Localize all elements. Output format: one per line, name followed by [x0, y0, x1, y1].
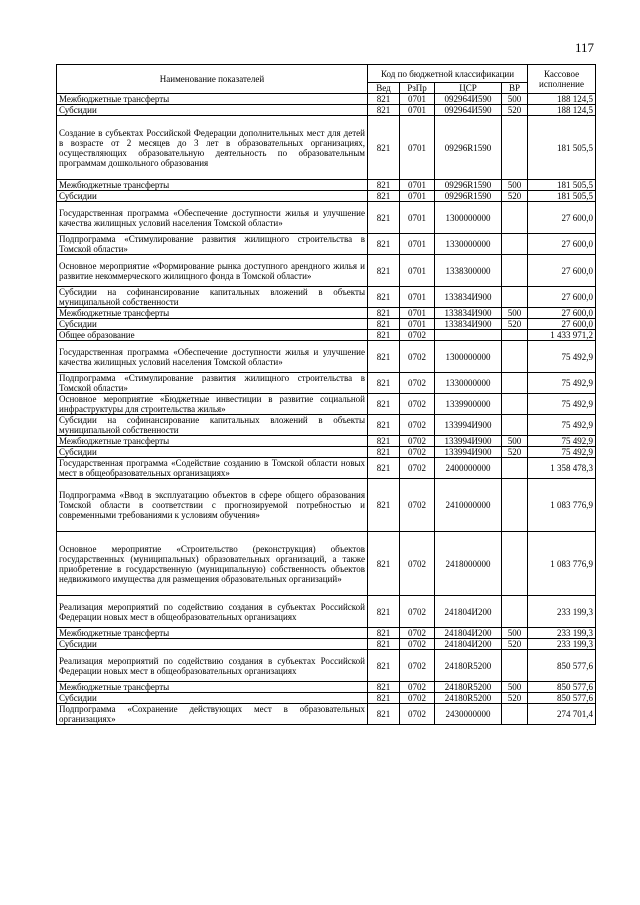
budget-execution-table	[56, 64, 596, 725]
row-vr: 520	[502, 639, 528, 650]
row-ved: 821	[368, 191, 400, 202]
row-rzpr: 0701	[400, 116, 435, 180]
row-vr: 500	[502, 628, 528, 639]
header-rzpr: РзПр	[400, 83, 435, 94]
row-rzpr: 0702	[400, 330, 435, 341]
row-name: Подпрограмма «Ввод в эксплуатацию объектов в сфере общего образования Томской области в соответствии с прогнозируемой потребностью и современными требованиями к условиям обучения»	[57, 479, 368, 532]
table-row	[57, 436, 596, 447]
row-ved: 821	[368, 628, 400, 639]
row-name: Реализация мероприятий по содействию создания в субъектах Российской Федерации новых мест в общеобразовательных организациях	[57, 650, 368, 682]
row-rzpr: 0702	[400, 596, 435, 628]
row-vr: 500	[502, 308, 528, 319]
row-name: Реализация мероприятий по содействию создания в субъектах Российской Федерации новых мест в общеобразовательных организациях	[57, 596, 368, 628]
row-name: Создание в субъектах Российской Федерации дополнительных мест для детей в возрасте от 2 месяцев до 3 лет в образовательных организациях, осуществляющих образовательную деятельность по образовательным программам дошкольного образования	[57, 116, 368, 180]
row-ved: 821	[368, 234, 400, 255]
table-row	[57, 341, 596, 373]
row-csr: 133834И900	[435, 287, 502, 308]
row-amount: 850 577,6	[528, 682, 596, 693]
row-amount: 188 124,5	[528, 105, 596, 116]
row-name: Межбюджетные трансферты	[57, 628, 368, 639]
row-ved: 821	[368, 479, 400, 532]
row-amount: 27 600,0	[528, 287, 596, 308]
row-name: Субсидии	[57, 693, 368, 704]
row-vr	[502, 650, 528, 682]
table-row	[57, 650, 596, 682]
row-ved: 821	[368, 532, 400, 596]
row-amount: 27 600,0	[528, 255, 596, 287]
row-ved: 821	[368, 287, 400, 308]
table-row	[57, 704, 596, 725]
row-amount: 27 600,0	[528, 234, 596, 255]
header-name: Наименование показателей	[57, 65, 368, 94]
row-rzpr: 0702	[400, 650, 435, 682]
row-csr: 2430000000	[435, 704, 502, 725]
row-vr: 500	[502, 180, 528, 191]
row-rzpr: 0701	[400, 94, 435, 105]
row-name: Основное мероприятие «Бюджетные инвестиции в развитие социальной инфраструктуры для строительства жилья»	[57, 394, 368, 415]
row-ved: 821	[368, 373, 400, 394]
row-rzpr: 0702	[400, 479, 435, 532]
header-amount: Кассовое исполнение	[528, 65, 596, 94]
row-csr	[435, 330, 502, 341]
header-code-group: Код по бюджетной классификации	[368, 65, 528, 83]
row-amount: 75 492,9	[528, 447, 596, 458]
row-ved: 821	[368, 116, 400, 180]
row-name: Подпрограмма «Сохранение действующих мест в образовательных организациях»	[57, 704, 368, 725]
row-csr: 24180R5200	[435, 682, 502, 693]
row-name: Межбюджетные трансферты	[57, 308, 368, 319]
row-name: Подпрограмма «Стимулирование развития жилищного строительства в Томской области»	[57, 373, 368, 394]
row-vr	[502, 373, 528, 394]
table-row	[57, 202, 596, 234]
row-name: Субсидии	[57, 319, 368, 330]
row-csr: 09296R1590	[435, 116, 502, 180]
row-rzpr: 0702	[400, 682, 435, 693]
row-ved: 821	[368, 639, 400, 650]
row-name: Государственная программа «Обеспечение доступности жилья и улучшение качества жилищных условий населения Томской области»	[57, 202, 368, 234]
row-rzpr: 0702	[400, 458, 435, 479]
row-vr	[502, 415, 528, 436]
row-name: Межбюджетные трансферты	[57, 180, 368, 191]
row-csr: 2418000000	[435, 532, 502, 596]
header-vr: ВР	[502, 83, 528, 94]
row-csr: 09296R1590	[435, 191, 502, 202]
row-csr: 133994И900	[435, 415, 502, 436]
row-vr: 500	[502, 436, 528, 447]
row-ved: 821	[368, 319, 400, 330]
row-name: Субсидии	[57, 105, 368, 116]
row-rzpr: 0702	[400, 447, 435, 458]
row-name: Общее образование	[57, 330, 368, 341]
row-csr: 1330000000	[435, 373, 502, 394]
row-name: Субсидии	[57, 639, 368, 650]
row-csr: 2400000000	[435, 458, 502, 479]
row-amount: 27 600,0	[528, 308, 596, 319]
row-amount: 27 600,0	[528, 319, 596, 330]
row-ved: 821	[368, 596, 400, 628]
row-ved: 821	[368, 94, 400, 105]
row-ved: 821	[368, 682, 400, 693]
row-name: Основное мероприятие «Строительство (реконструкция) объектов государственных (муниципальных) образовательных организаций, а также приобретение в государственную (муниципальную) собственность объектов недвижимого имущества для размещения образовательных организаций»	[57, 532, 368, 596]
row-csr: 1338300000	[435, 255, 502, 287]
row-csr: 24180R5200	[435, 650, 502, 682]
row-rzpr: 0702	[400, 341, 435, 373]
table-row	[57, 479, 596, 532]
row-csr: 241804И200	[435, 639, 502, 650]
row-vr: 520	[502, 447, 528, 458]
table-row	[57, 639, 596, 650]
row-csr: 2410000000	[435, 479, 502, 532]
row-rzpr: 0702	[400, 693, 435, 704]
row-ved: 821	[368, 650, 400, 682]
row-vr	[502, 596, 528, 628]
row-rzpr: 0701	[400, 255, 435, 287]
row-csr: 1339900000	[435, 394, 502, 415]
row-name: Субсидии на софинансирование капитальных вложений в объекты муниципальной собственности	[57, 415, 368, 436]
row-amount: 75 492,9	[528, 436, 596, 447]
row-amount: 233 199,3	[528, 628, 596, 639]
row-amount: 181 505,5	[528, 180, 596, 191]
row-name: Государственная программа «Содействие созданию в Томской области новых мест в общеобразовательных организациях»	[57, 458, 368, 479]
row-amount: 233 199,3	[528, 639, 596, 650]
row-vr	[502, 330, 528, 341]
row-csr: 133834И900	[435, 319, 502, 330]
table-body	[57, 94, 596, 725]
table-row	[57, 596, 596, 628]
row-amount: 850 577,6	[528, 693, 596, 704]
row-amount: 27 600,0	[528, 202, 596, 234]
header-csr: ЦСР	[435, 83, 502, 94]
row-rzpr: 0702	[400, 628, 435, 639]
row-csr: 133834И900	[435, 308, 502, 319]
table-row	[57, 308, 596, 319]
row-vr	[502, 532, 528, 596]
row-rzpr: 0701	[400, 191, 435, 202]
row-vr: 500	[502, 682, 528, 693]
row-csr: 092964И590	[435, 105, 502, 116]
row-ved: 821	[368, 394, 400, 415]
table-row	[57, 180, 596, 191]
row-csr: 133994И900	[435, 436, 502, 447]
table-row	[57, 532, 596, 596]
row-vr	[502, 704, 528, 725]
row-vr: 520	[502, 191, 528, 202]
row-csr: 24180R5200	[435, 693, 502, 704]
row-amount: 1 433 971,2	[528, 330, 596, 341]
row-ved: 821	[368, 447, 400, 458]
row-amount: 233 199,3	[528, 596, 596, 628]
row-name: Межбюджетные трансферты	[57, 682, 368, 693]
row-rzpr: 0702	[400, 704, 435, 725]
table-row	[57, 415, 596, 436]
table-row	[57, 287, 596, 308]
row-amount: 181 505,5	[528, 116, 596, 180]
row-ved: 821	[368, 308, 400, 319]
row-rzpr: 0702	[400, 394, 435, 415]
row-ved: 821	[368, 330, 400, 341]
row-rzpr: 0702	[400, 639, 435, 650]
row-ved: 821	[368, 704, 400, 725]
row-amount: 1 083 776,9	[528, 479, 596, 532]
row-ved: 821	[368, 436, 400, 447]
row-rzpr: 0701	[400, 180, 435, 191]
table-row	[57, 447, 596, 458]
table-row	[57, 191, 596, 202]
row-name: Субсидии	[57, 191, 368, 202]
table-row	[57, 373, 596, 394]
row-ved: 821	[368, 105, 400, 116]
row-vr	[502, 202, 528, 234]
row-csr: 092964И590	[435, 94, 502, 105]
row-ved: 821	[368, 693, 400, 704]
row-csr: 133994И900	[435, 447, 502, 458]
row-amount: 274 701,4	[528, 704, 596, 725]
row-rzpr: 0702	[400, 415, 435, 436]
row-name: Межбюджетные трансферты	[57, 94, 368, 105]
row-vr	[502, 394, 528, 415]
row-vr: 520	[502, 319, 528, 330]
table-row	[57, 94, 596, 105]
row-csr: 241804И200	[435, 596, 502, 628]
row-amount: 75 492,9	[528, 415, 596, 436]
row-amount: 188 124,5	[528, 94, 596, 105]
row-rzpr: 0702	[400, 532, 435, 596]
row-vr	[502, 458, 528, 479]
row-rzpr: 0701	[400, 319, 435, 330]
row-vr	[502, 234, 528, 255]
row-rzpr: 0701	[400, 287, 435, 308]
row-name: Основное мероприятие «Формирование рынка доступного арендного жилья и развитие некоммерческого жилищного фонда в Томской области»	[57, 255, 368, 287]
row-vr	[502, 255, 528, 287]
row-vr: 500	[502, 94, 528, 105]
table-row	[57, 319, 596, 330]
table-row	[57, 458, 596, 479]
row-name: Субсидии на софинансирование капитальных вложений в объекты муниципальной собственности	[57, 287, 368, 308]
row-name: Подпрограмма «Стимулирование развития жилищного строительства в Томской области»	[57, 234, 368, 255]
row-ved: 821	[368, 415, 400, 436]
row-vr	[502, 341, 528, 373]
row-name: Субсидии	[57, 447, 368, 458]
row-amount: 75 492,9	[528, 341, 596, 373]
row-rzpr: 0702	[400, 436, 435, 447]
row-rzpr: 0701	[400, 234, 435, 255]
table-row	[57, 255, 596, 287]
row-amount: 75 492,9	[528, 394, 596, 415]
row-ved: 821	[368, 458, 400, 479]
row-csr: 1330000000	[435, 234, 502, 255]
row-vr	[502, 287, 528, 308]
row-csr: 1300000000	[435, 341, 502, 373]
row-ved: 821	[368, 202, 400, 234]
table-row	[57, 693, 596, 704]
row-csr: 1300000000	[435, 202, 502, 234]
row-vr: 520	[502, 693, 528, 704]
row-csr: 09296R1590	[435, 180, 502, 191]
row-csr: 241804И200	[435, 628, 502, 639]
table-row	[57, 116, 596, 180]
row-vr	[502, 479, 528, 532]
table-row	[57, 105, 596, 116]
table-row	[57, 394, 596, 415]
row-amount: 181 505,5	[528, 191, 596, 202]
row-amount: 850 577,6	[528, 650, 596, 682]
row-rzpr: 0702	[400, 373, 435, 394]
page-number: 117	[574, 40, 594, 55]
table-row	[57, 330, 596, 341]
table-row	[57, 234, 596, 255]
table-row	[57, 682, 596, 693]
row-amount: 75 492,9	[528, 373, 596, 394]
row-rzpr: 0701	[400, 202, 435, 234]
row-amount: 1 083 776,9	[528, 532, 596, 596]
table-row	[57, 628, 596, 639]
row-vr: 520	[502, 105, 528, 116]
row-amount: 1 358 478,3	[528, 458, 596, 479]
header-ved: Вед	[368, 83, 400, 94]
row-ved: 821	[368, 255, 400, 287]
row-vr	[502, 116, 528, 180]
row-rzpr: 0701	[400, 105, 435, 116]
row-ved: 821	[368, 180, 400, 191]
row-name: Межбюджетные трансферты	[57, 436, 368, 447]
row-name: Государственная программа «Обеспечение доступности жилья и улучшение качества жилищных условий населения Томской области»	[57, 341, 368, 373]
row-rzpr: 0701	[400, 308, 435, 319]
row-ved: 821	[368, 341, 400, 373]
